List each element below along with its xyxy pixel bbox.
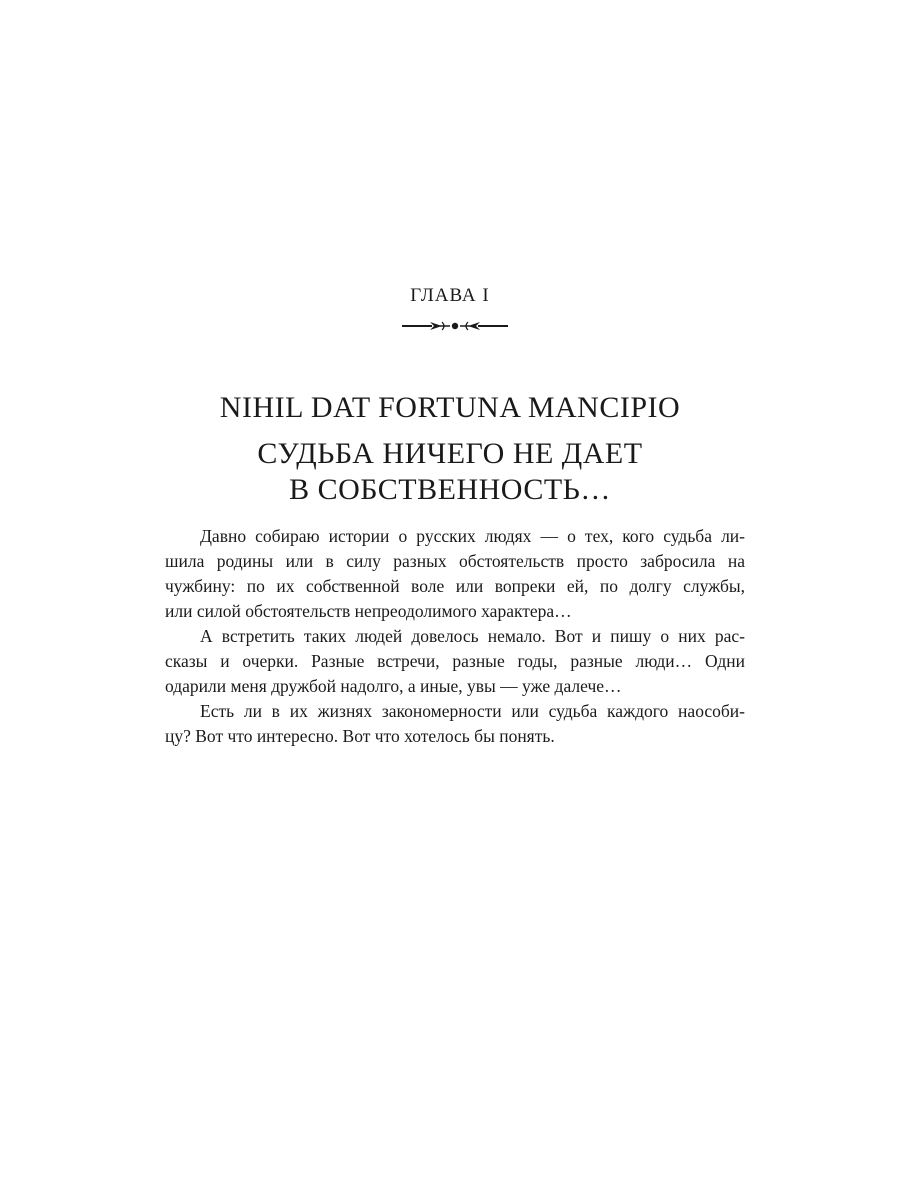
chapter-title-latin: NIHIL DAT FORTUNA MANCIPIO	[219, 391, 681, 424]
body-text	[165, 524, 745, 749]
ornament-divider-icon	[400, 317, 510, 335]
text-line: Давно собираю истории о русских людях — о тех, кого судьба ли-	[200, 526, 745, 546]
text-line: или силой обстоятельств непреодолимого характера…	[165, 601, 572, 621]
text-line: А встретить таких людей довелось немало. Вот и пишу о них рас-	[200, 626, 745, 646]
chapter-title-russian	[0, 436, 900, 508]
text-line: одарили меня дружбой надолго, а иные, увы — уже далече…	[165, 676, 622, 696]
chapter-title-russian-line-2: В СОБСТВЕННОСТЬ…	[289, 473, 611, 506]
text-line: шила родины или в силу разных обстоятельств просто забросила на	[165, 551, 745, 571]
chapter-label: ГЛАВА I	[410, 285, 490, 306]
text-line: сказы и очерки. Разные встречи, разные годы, разные люди… Одни	[165, 651, 745, 671]
text-line: чужбину: по их собственной воле или вопреки ей, по долгу службы,	[165, 576, 745, 596]
chapter-title-russian-line-1: СУДЬБА НИЧЕГО НЕ ДАЕТ	[257, 437, 643, 470]
text-line: Есть ли в их жизнях закономерности или судьба каждого наособи-	[200, 701, 745, 721]
text-line: цу? Вот что интересно. Вот что хотелось бы понять.	[165, 726, 555, 746]
